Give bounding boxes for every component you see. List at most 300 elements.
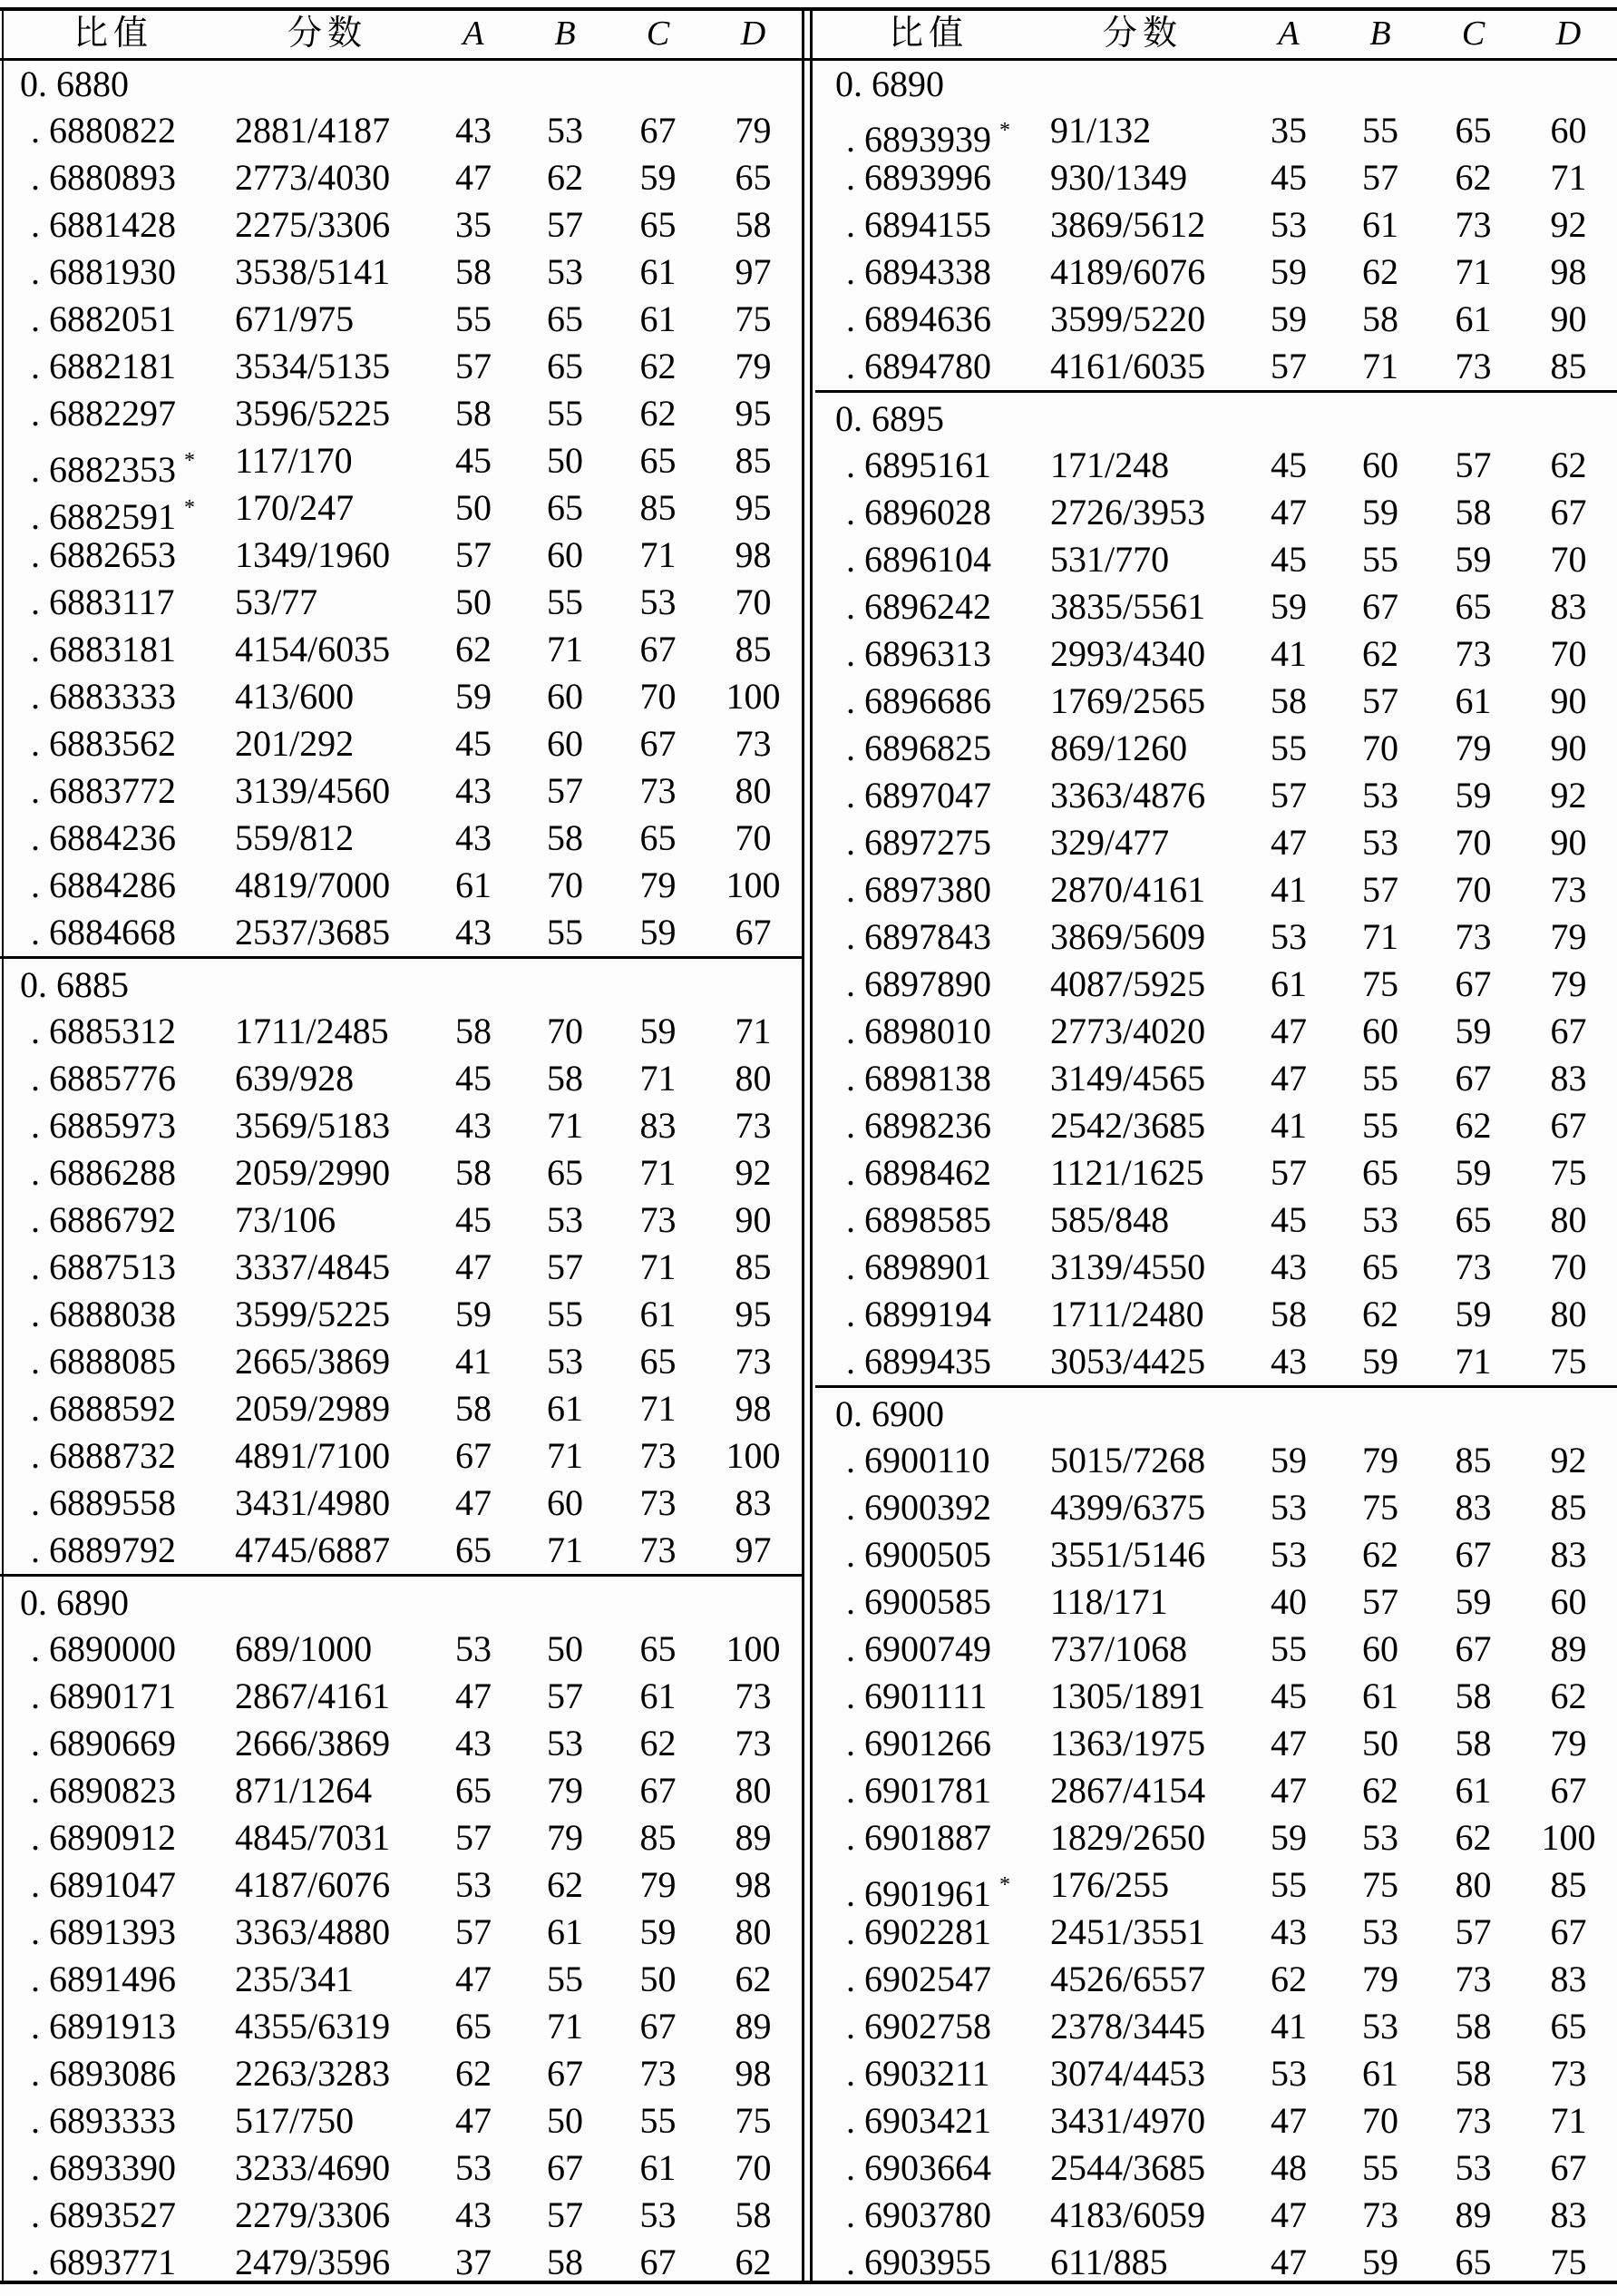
table-row [815, 2003, 1617, 2050]
value-a-cell: 41 [1271, 2006, 1307, 2047]
ratio-cell: . 6900505 [846, 1534, 991, 1575]
interpolation-star-marker: * [999, 1873, 1010, 1897]
value-c-cell: 73 [639, 1199, 677, 1240]
table-row [0, 343, 802, 390]
fraction-cell: 3569/5183 [235, 1105, 391, 1146]
ratio-cell: . 6886792 [31, 1199, 176, 1240]
table-row [815, 961, 1617, 1008]
ratio-cell: . 6896028 [846, 492, 991, 532]
value-b-cell: 70 [547, 1011, 583, 1051]
ratio-cell: . 6897047 [846, 775, 991, 816]
value-d-cell: 70 [735, 581, 772, 622]
value-d-cell: 65 [735, 157, 772, 198]
value-a-cell: 55 [1271, 728, 1307, 768]
section-header-label: 0. 6890 [20, 1582, 129, 1623]
ratio-cell: . 6880822 [31, 110, 176, 151]
value-a-cell: 55 [1271, 1628, 1307, 1669]
ratio-cell: . 6894338 [846, 251, 991, 292]
ratio-cell: . 6897380 [846, 869, 991, 910]
fraction-cell: 3534/5135 [235, 346, 391, 386]
value-b-cell: 59 [1362, 2242, 1398, 2282]
value-c-cell: 59 [1455, 1294, 1492, 1334]
ratio-cell: . 6888592 [31, 1388, 176, 1429]
value-c-cell: 61 [639, 2147, 677, 2188]
value-a-cell: 57 [1271, 1152, 1307, 1193]
fraction-cell: 4154/6035 [235, 629, 391, 669]
value-d-cell: 90 [1550, 728, 1587, 768]
fraction-cell: 3599/5220 [1050, 298, 1206, 339]
table-row [815, 1578, 1617, 1626]
ratio-cell: . 6898138 [846, 1058, 991, 1099]
value-a-cell: 47 [1271, 1011, 1307, 1051]
value-a-cell: 45 [1271, 1199, 1307, 1240]
value-b-cell: 55 [547, 1294, 583, 1334]
column-header-fraction: 分数 [1102, 15, 1183, 53]
value-d-cell: 71 [1550, 2100, 1587, 2141]
value-d-cell: 79 [735, 110, 772, 151]
ratio-cell: . 6891393 [31, 1911, 176, 1952]
value-b-cell: 62 [1362, 1770, 1398, 1811]
table-row [815, 1291, 1617, 1338]
fraction-cell: 2059/2989 [235, 1388, 391, 1429]
fraction-cell: 1121/1625 [1050, 1152, 1204, 1193]
value-b-cell: 57 [547, 770, 583, 811]
value-a-cell: 41 [455, 1341, 492, 1382]
value-a-cell: 45 [455, 440, 492, 481]
ratio-cell: . 6899194 [846, 1294, 991, 1334]
value-a-cell: 57 [455, 346, 492, 386]
value-d-cell: 73 [735, 1341, 772, 1382]
value-a-cell: 41 [1271, 633, 1307, 674]
value-a-cell: 47 [455, 157, 492, 198]
value-b-cell: 57 [547, 1676, 583, 1716]
column-header-a: A [463, 15, 484, 53]
table-row [0, 815, 802, 862]
table-row [815, 914, 1617, 961]
value-d-cell: 83 [1550, 586, 1587, 627]
table-row [815, 1814, 1617, 1861]
value-c-cell: 62 [1455, 157, 1492, 198]
section-header-label: 0. 6900 [835, 1393, 944, 1434]
value-d-cell: 67 [735, 912, 772, 953]
ratio-cell: . 6897275 [846, 822, 991, 863]
value-d-cell: 67 [1550, 1911, 1587, 1952]
value-a-cell: 62 [1271, 1959, 1307, 1999]
value-a-cell: 47 [1271, 1058, 1307, 1099]
value-a-cell: 59 [1271, 1817, 1307, 1858]
value-a-cell: 47 [455, 1482, 492, 1523]
value-c-cell: 65 [1455, 586, 1492, 627]
value-b-cell: 67 [1362, 586, 1398, 627]
value-b-cell: 62 [1362, 633, 1398, 674]
fraction-cell: 3074/4453 [1050, 2053, 1206, 2094]
fraction-cell: 2451/3551 [1050, 1911, 1206, 1952]
value-c-cell: 65 [639, 440, 677, 481]
fraction-cell: 3053/4425 [1050, 1341, 1206, 1382]
interpolation-star-marker: * [999, 119, 1010, 142]
value-c-cell: 73 [639, 1529, 677, 1570]
table-row [0, 390, 802, 437]
fraction-cell: 4355/6319 [235, 2006, 391, 2047]
value-c-cell: 89 [1455, 2194, 1492, 2235]
value-b-cell: 65 [1362, 1152, 1398, 1193]
ratio-cell: . 6893333 [31, 2100, 176, 2141]
table-row [815, 489, 1617, 536]
value-d-cell: 58 [735, 204, 772, 245]
value-d-cell: 79 [1550, 963, 1587, 1004]
value-a-cell: 47 [1271, 1723, 1307, 1764]
value-d-cell: 70 [1550, 633, 1587, 674]
value-c-cell: 65 [639, 1341, 677, 1382]
value-d-cell: 100 [726, 1435, 781, 1476]
fraction-cell: 3233/4690 [235, 2147, 391, 2188]
column-header-b: B [1369, 15, 1391, 53]
value-b-cell: 65 [1362, 1246, 1398, 1287]
fraction-cell: 2279/3306 [235, 2194, 391, 2235]
value-d-cell: 83 [1550, 1058, 1587, 1099]
value-a-cell: 41 [1271, 869, 1307, 910]
fraction-cell: 3139/4550 [1050, 1246, 1206, 1287]
value-d-cell: 95 [735, 1294, 772, 1334]
section-header-row [0, 1574, 802, 1626]
table-row [0, 1055, 802, 1102]
value-d-cell: 80 [735, 770, 772, 811]
value-b-cell: 60 [547, 1482, 583, 1523]
value-a-cell: 58 [455, 1152, 492, 1193]
value-a-cell: 47 [455, 2100, 492, 2141]
value-c-cell: 58 [1455, 2053, 1492, 2094]
value-d-cell: 70 [735, 817, 772, 858]
value-a-cell: 53 [455, 1864, 492, 1905]
value-b-cell: 55 [547, 912, 583, 953]
value-b-cell: 55 [1362, 1058, 1398, 1099]
ratio-cell: . 6890669 [31, 1723, 176, 1764]
table-row [815, 1338, 1617, 1385]
value-b-cell: 71 [547, 1435, 583, 1476]
table-row [0, 1909, 802, 1956]
value-c-cell: 85 [639, 1817, 677, 1858]
ratio-cell: . 6902281 [846, 1911, 991, 1952]
value-d-cell: 70 [735, 2147, 772, 2188]
value-b-cell: 55 [547, 1959, 583, 1999]
ratio-cell: . 6882181 [31, 346, 176, 386]
value-b-cell: 55 [547, 393, 583, 434]
value-c-cell: 59 [1455, 539, 1492, 580]
ratio-cell: . 6896313 [846, 633, 991, 674]
value-b-cell: 53 [1362, 1817, 1398, 1858]
value-d-cell: 80 [1550, 1294, 1587, 1334]
table-row [815, 2145, 1617, 2192]
fraction-cell: 2773/4020 [1050, 1011, 1206, 1051]
section-header-row [815, 1385, 1617, 1437]
value-c-cell: 79 [1455, 728, 1492, 768]
value-a-cell: 53 [1271, 204, 1307, 245]
column-header-c: C [1461, 15, 1485, 53]
value-a-cell: 53 [455, 2147, 492, 2188]
ratio-cell: . 6898901 [846, 1246, 991, 1287]
value-a-cell: 58 [455, 1388, 492, 1429]
value-d-cell: 75 [1550, 2242, 1587, 2282]
value-b-cell: 55 [547, 581, 583, 622]
value-a-cell: 53 [1271, 916, 1307, 957]
ratio-cell: . 6893996 [846, 157, 991, 198]
ratio-cell: . 6901781 [846, 1770, 991, 1811]
fraction-cell: 3139/4560 [235, 770, 391, 811]
value-b-cell: 53 [547, 1723, 583, 1764]
fraction-cell: 611/885 [1050, 2242, 1168, 2282]
table-row [0, 1197, 802, 1244]
fraction-cell: 1829/2650 [1050, 1817, 1206, 1858]
value-c-cell: 80 [1455, 1864, 1492, 1905]
interpolation-star-marker: * [184, 449, 195, 473]
section-header-label: 0. 6890 [835, 64, 944, 104]
value-b-cell: 57 [1362, 1581, 1398, 1622]
table-row [0, 2097, 802, 2145]
value-b-cell: 62 [547, 157, 583, 198]
value-d-cell: 73 [1550, 869, 1587, 910]
value-c-cell: 58 [1455, 1723, 1492, 1764]
column-header-ratio: 比值 [73, 15, 153, 53]
value-c-cell: 59 [1455, 775, 1492, 816]
value-d-cell: 92 [735, 1152, 772, 1193]
value-c-cell: 67 [639, 2242, 677, 2282]
value-c-cell: 62 [639, 346, 677, 386]
table-row [0, 532, 802, 579]
value-b-cell: 50 [547, 2100, 583, 2141]
value-a-cell: 59 [1271, 1440, 1307, 1480]
table-row [0, 1008, 802, 1055]
value-b-cell: 60 [547, 534, 583, 575]
value-b-cell: 61 [547, 1911, 583, 1952]
table-row [815, 819, 1617, 866]
table-row [815, 772, 1617, 819]
value-d-cell: 89 [735, 1817, 772, 1858]
ratio-cell: . 6893771 [31, 2242, 176, 2282]
value-a-cell: 43 [455, 2194, 492, 2235]
value-b-cell: 75 [1362, 963, 1398, 1004]
value-b-cell: 55 [1362, 539, 1398, 580]
value-c-cell: 59 [639, 912, 677, 953]
value-b-cell: 60 [1362, 445, 1398, 485]
value-a-cell: 55 [455, 298, 492, 339]
value-d-cell: 83 [735, 1482, 772, 1523]
value-c-cell: 65 [1455, 2242, 1492, 2282]
ratio-cell: . 6893939 * [846, 119, 1010, 160]
section-header-row [815, 390, 1617, 442]
ratio-cell: . 6893390 [31, 2147, 176, 2188]
value-c-cell: 73 [1455, 2100, 1492, 2141]
value-b-cell: 58 [1362, 298, 1398, 339]
value-c-cell: 67 [639, 110, 677, 151]
section-header-label: 0. 6885 [20, 964, 129, 1005]
table-row [815, 1673, 1617, 1720]
value-a-cell: 50 [455, 487, 492, 528]
value-c-cell: 67 [639, 723, 677, 764]
value-d-cell: 73 [735, 1723, 772, 1764]
value-a-cell: 57 [455, 1817, 492, 1858]
value-d-cell: 92 [1550, 204, 1587, 245]
value-c-cell: 65 [639, 1628, 677, 1669]
value-d-cell: 62 [1550, 1676, 1587, 1716]
value-b-cell: 58 [547, 1058, 583, 1099]
ratio-cell: . 6887513 [31, 1246, 176, 1287]
value-c-cell: 59 [1455, 1152, 1492, 1193]
value-a-cell: 59 [1271, 298, 1307, 339]
center-divider-line-1 [802, 7, 804, 2284]
fraction-cell: 2378/3445 [1050, 2006, 1206, 2047]
value-b-cell: 70 [1362, 2100, 1398, 2141]
value-c-cell: 55 [639, 2100, 677, 2141]
value-a-cell: 47 [1271, 2194, 1307, 2235]
table-row [815, 1861, 1617, 1914]
ratio-cell: . 6884236 [31, 817, 176, 858]
table-row [0, 1291, 802, 1338]
fraction-cell: 3599/5225 [235, 1294, 391, 1334]
value-b-cell: 71 [547, 1105, 583, 1146]
table-row [0, 673, 802, 720]
value-c-cell: 62 [639, 393, 677, 434]
value-d-cell: 60 [1550, 1581, 1587, 1622]
value-a-cell: 43 [1271, 1246, 1307, 1287]
value-c-cell: 71 [639, 1152, 677, 1193]
ratio-cell: . 6883562 [31, 723, 176, 764]
value-c-cell: 71 [639, 534, 677, 575]
section-header-row [815, 58, 1617, 107]
table-row [0, 107, 802, 154]
value-d-cell: 75 [1550, 1152, 1587, 1193]
value-c-cell: 79 [639, 1864, 677, 1905]
value-d-cell: 89 [1550, 1628, 1587, 1669]
table-row [0, 579, 802, 626]
value-b-cell: 55 [1362, 1105, 1398, 1146]
value-d-cell: 79 [1550, 1723, 1587, 1764]
value-b-cell: 61 [547, 1388, 583, 1429]
value-a-cell: 67 [455, 1435, 492, 1476]
fraction-cell: 2773/4030 [235, 157, 391, 198]
table-row [0, 2145, 802, 2192]
value-a-cell: 65 [455, 1529, 492, 1570]
fraction-cell: 869/1260 [1050, 728, 1188, 768]
fraction-cell: 2479/3596 [235, 2242, 391, 2282]
value-d-cell: 92 [1550, 1440, 1587, 1480]
fraction-cell: 2665/3869 [235, 1341, 391, 1382]
fraction-cell: 2263/3283 [235, 2053, 391, 2094]
value-d-cell: 80 [735, 1058, 772, 1099]
value-a-cell: 43 [455, 1723, 492, 1764]
value-c-cell: 65 [1455, 1199, 1492, 1240]
value-d-cell: 73 [735, 723, 772, 764]
value-d-cell: 85 [1550, 1864, 1587, 1905]
column-header-ratio: 比值 [888, 15, 969, 53]
value-d-cell: 73 [735, 1105, 772, 1146]
fraction-cell: 671/975 [235, 298, 355, 339]
value-d-cell: 98 [735, 1388, 772, 1429]
value-c-cell: 73 [1455, 1959, 1492, 1999]
value-b-cell: 58 [547, 2242, 583, 2282]
value-a-cell: 41 [1271, 1105, 1307, 1146]
fraction-cell: 1711/2485 [235, 1011, 389, 1051]
value-c-cell: 73 [1455, 916, 1492, 957]
ratio-cell: . 6896242 [846, 586, 991, 627]
table-row [815, 1720, 1617, 1767]
fraction-cell: 3596/5225 [235, 393, 391, 434]
value-d-cell: 98 [735, 2053, 772, 2094]
value-b-cell: 62 [547, 1864, 583, 1905]
value-c-cell: 62 [639, 1723, 677, 1764]
fraction-cell: 2867/4154 [1050, 1770, 1206, 1811]
value-d-cell: 100 [726, 865, 781, 905]
value-c-cell: 73 [1455, 204, 1492, 245]
value-b-cell: 65 [547, 346, 583, 386]
value-a-cell: 45 [455, 1058, 492, 1099]
value-d-cell: 100 [1541, 1817, 1596, 1858]
value-c-cell: 62 [1455, 1817, 1492, 1858]
fraction-cell: 3149/4565 [1050, 1058, 1206, 1099]
value-d-cell: 95 [735, 393, 772, 434]
value-b-cell: 65 [547, 487, 583, 528]
table-row [0, 437, 802, 490]
value-a-cell: 65 [455, 2006, 492, 2047]
value-a-cell: 35 [455, 204, 492, 245]
table-row [815, 343, 1617, 390]
table-row [0, 1720, 802, 1767]
value-d-cell: 58 [735, 2194, 772, 2235]
value-c-cell: 71 [1455, 251, 1492, 292]
table-row [0, 2050, 802, 2097]
ratio-cell: . 6893086 [31, 2053, 176, 2094]
fraction-cell: 1349/1960 [235, 534, 391, 575]
table-row [815, 536, 1617, 583]
fraction-cell: 3538/5141 [235, 251, 391, 292]
fraction-cell: 4161/6035 [1050, 346, 1206, 386]
fraction-cell: 2993/4340 [1050, 633, 1206, 674]
fraction-cell: 73/106 [235, 1199, 336, 1240]
value-d-cell: 98 [1550, 251, 1587, 292]
ratio-cell: . 6881930 [31, 251, 176, 292]
table-row [815, 1484, 1617, 1531]
table-row [0, 1861, 802, 1909]
value-d-cell: 89 [735, 2006, 772, 2047]
value-a-cell: 47 [455, 1246, 492, 1287]
table-row [815, 1909, 1617, 1956]
ratio-cell: . 6890823 [31, 1770, 176, 1811]
value-b-cell: 79 [547, 1817, 583, 1858]
value-a-cell: 62 [455, 629, 492, 669]
value-a-cell: 45 [1271, 1676, 1307, 1716]
value-c-cell: 53 [1455, 2147, 1492, 2188]
value-d-cell: 83 [1550, 1534, 1587, 1575]
value-a-cell: 58 [455, 251, 492, 292]
table-row [0, 1626, 802, 1673]
value-c-cell: 61 [1455, 1770, 1492, 1811]
value-b-cell: 53 [547, 251, 583, 292]
value-c-cell: 73 [1455, 1246, 1492, 1287]
value-d-cell: 97 [735, 1529, 772, 1570]
ratio-cell: . 6903955 [846, 2242, 991, 2282]
value-a-cell: 43 [455, 817, 492, 858]
fraction-cell: 4183/6059 [1050, 2194, 1206, 2235]
value-a-cell: 47 [1271, 822, 1307, 863]
fraction-cell: 53/77 [235, 581, 318, 622]
value-c-cell: 59 [639, 1011, 677, 1051]
value-c-cell: 53 [639, 2194, 677, 2235]
value-a-cell: 43 [455, 912, 492, 953]
ratio-cell: . 6888038 [31, 1294, 176, 1334]
fraction-cell: 4187/6076 [235, 1864, 391, 1905]
value-b-cell: 79 [547, 1770, 583, 1811]
value-a-cell: 59 [455, 676, 492, 717]
value-a-cell: 53 [1271, 2053, 1307, 2094]
